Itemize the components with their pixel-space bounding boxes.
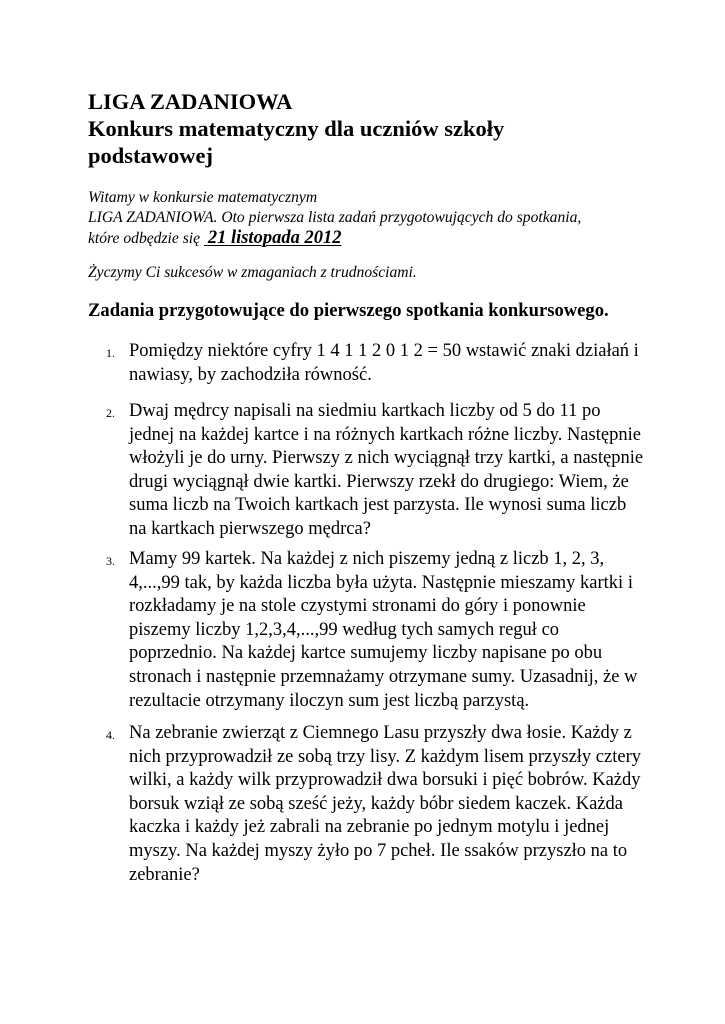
task-line: rozkładamy je na stole czystymi stronami do góry i ponownie (129, 596, 586, 617)
task-line: Mamy 99 kartek. Na każdej z nich piszemy jedną z liczb 1, 2, 3, (129, 549, 605, 569)
task-text (129, 400, 704, 542)
task-line: wilki, a każdy wilk przyprowadził dwa borsuki i pięć bobrów. Każdy (129, 770, 641, 791)
task-line: stronach i następnie przemnażamy otrzymane sumy. Uzasadnij, że w (129, 666, 638, 687)
task-line: włożyli je do urny. Pierwszy z nich wyciągnął trzy kartki, a następnie (129, 448, 644, 469)
document-title (88, 88, 648, 169)
task-line: suma liczb na Twoich kartkach jest parzysta. Ile wynosi suma liczb (129, 495, 627, 516)
task-text (129, 340, 704, 387)
wish-line: Życzymy Ci sukcesów w zmaganiach z trudnościami. (88, 264, 417, 281)
task-line: piszemy liczby 1,2,3,4,...,99 według tych samych reguł co (129, 619, 560, 640)
title-line-2: Konkurs matematyczny dla uczniów szkoły (88, 116, 505, 141)
section-heading: Zadania przygotowujące do pierwszego spotkania konkursowego. (88, 300, 609, 321)
task-line: Pomiędzy niektóre cyfry 1 4 1 1 2 0 1 2 = 50 wstawić znaki działań i (129, 341, 639, 361)
task-text (129, 722, 704, 887)
task-line: Dwaj mędrcy napisali na siedmiu kartkach liczby od 5 do 11 po (129, 401, 601, 421)
intro-line-3-prefix: które odbędzie się (88, 230, 204, 247)
task-line: rezultacie otrzymany iloczyn sum jest liczbą parzystą. (129, 690, 530, 711)
task-line: nich przyprowadził ze sobą trzy lisy. Z każdym lisem przyszły cztery (129, 746, 641, 767)
task-line: jednej na każdej kartce i na różnych kartkach różne liczby. Następnie (129, 424, 641, 445)
task-line: zebranie? (129, 864, 200, 885)
task-number: 2. (106, 406, 115, 420)
intro-line-3 (88, 228, 668, 249)
task-line: myszy. Na każdej myszy żyło po 7 pcheł. Ile ssaków przyszło na to (129, 840, 628, 861)
intro-line-1: Witamy w konkursie matematycznym (88, 189, 318, 206)
intro-line-2: LIGA ZADANIOWA. Oto pierwsza lista zadań przygotowujących do spotkania, (88, 209, 582, 226)
task-line: drugi wyciągnął dwie kartki. Pierwszy rzekł do drugiego: Wiem, że (129, 471, 629, 492)
task-line: 4,...,99 tak, by każda liczba była użyta. Następnie mieszamy kartki i (129, 572, 633, 593)
task-line: kaczka i każdy jeż zabrali na zebranie po jednym motylu i jednej (129, 817, 610, 838)
task-line: na kartkach pierwszego mędrca? (129, 518, 371, 539)
task-line: nawiasy, by zachodziła równość. (129, 364, 372, 385)
task-number: 1. (106, 346, 115, 360)
title-line-3: podstawowej (88, 143, 214, 168)
task-text (129, 548, 704, 713)
task-number: 3. (106, 554, 115, 568)
task-line: poprzednio. Na każdej kartce sumujemy liczby napisane po obu (129, 643, 603, 664)
intro-paragraph (88, 188, 668, 249)
task-line: Na zebranie zwierząt z Ciemnego Lasu przyszły dwa łosie. Każdy z (129, 723, 632, 743)
task-line: borsuk wziął ze sobą sześć jeży, każdy bóbr siedem kaczek. Każda (129, 793, 623, 814)
task-number: 4. (106, 728, 115, 742)
meeting-date: 21 listopada 2012 (207, 228, 342, 248)
title-line-1: LIGA ZADANIOWA (88, 89, 293, 114)
